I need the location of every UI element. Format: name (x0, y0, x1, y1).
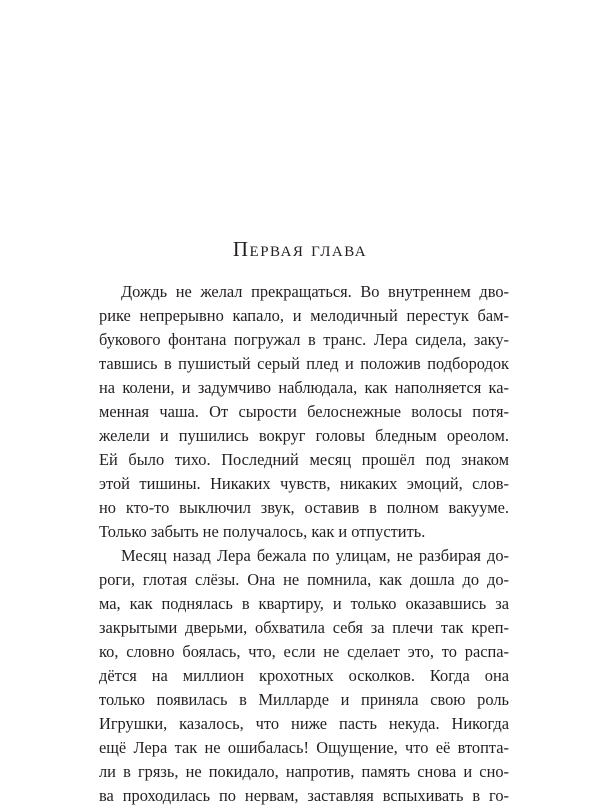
text-line: только появилась в Милларде и приняла свою роль (99, 690, 509, 709)
text-line: Ей было тихо. Последний месяц прошёл под знаком (99, 450, 509, 469)
chapter-title: Первая глава (232, 237, 368, 261)
text-line: ва проходилась по нервам, заставляя вспыхивать в го- (99, 786, 509, 805)
text-line: этой тишины. Никаких чувств, никаких эмоций, слов- (99, 474, 509, 493)
text-line: рике непрерывно капало, и мелодичный перестук бам- (99, 306, 509, 325)
text-line: букового фонтана погружал в транс. Лера сидела, заку- (99, 330, 509, 349)
text-line: ли в грязь, не покидало, напротив, память снова и сно- (99, 762, 509, 781)
paragraph-1 (99, 280, 509, 544)
text-line: но кто-то выключил звук, оставив в полном вакууме. (99, 498, 509, 517)
text-line: Дождь не желал прекращаться. Во внутреннем дво- (121, 282, 509, 301)
text-line: желели и пушились вокруг головы бледным ореолом. (99, 426, 509, 445)
text-line: закрытыми дверьми, обхватила себя за плечи так креп- (99, 618, 509, 637)
text-line: Игрушки, казалось, что ниже пасть некуда. Никогда (99, 714, 509, 733)
text-line: роги, глотая слёзы. Она не помнила, как дошла до до- (99, 570, 509, 589)
text-line: ко, словно боялась, что, если не сделает это, то распа- (99, 642, 509, 661)
body-text (99, 280, 509, 808)
text-line: Месяц назад Лера бежала по улицам, не разбирая до- (121, 546, 509, 565)
text-line: менная чаша. От сырости белоснежные волосы потя- (99, 402, 509, 421)
text-line: дётся на миллион крохотных осколков. Когда она (99, 666, 509, 685)
text-line: тавшись в пушистый серый плед и положив подбородок (99, 354, 509, 373)
text-line: ещё Лера так не ошибалась! Ощущение, что её втопта- (99, 738, 509, 757)
text-line: на колени, и задумчиво наблюдала, как наполняется ка- (99, 378, 509, 397)
text-line: ма, как поднялась в квартиру, и только оказавшись за (99, 594, 509, 613)
paragraph-2 (99, 544, 509, 808)
text-line: Только забыть не получалось, как и отпустить. (99, 522, 426, 541)
